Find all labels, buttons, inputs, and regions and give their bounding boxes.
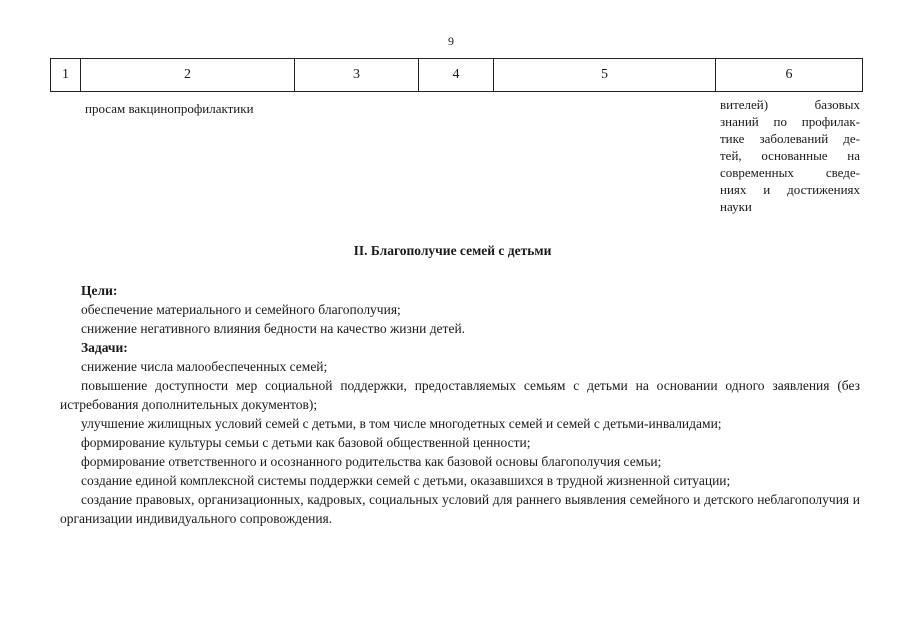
task-item: повышение доступности мер социальной поддержки, предоставляемых семьям с детьми на основании одного заявления (без истребования дополнительных документов); <box>60 378 860 412</box>
col6-line: вителей) базовых <box>720 97 860 112</box>
goals-heading: Цели: <box>81 283 118 298</box>
task-item: создание правовых, организационных, кадровых, социальных условий для раннего выявления семейного и детского неблагополучия и организации индивидуального сопровождения. <box>60 492 860 526</box>
table-header-row <box>51 59 863 92</box>
column-number-6: 6 <box>716 59 863 92</box>
column-number-2: 2 <box>81 59 295 92</box>
col6-line: науки <box>720 199 752 214</box>
page-number: 9 <box>448 34 454 48</box>
task-item: формирование культуры семьи с детьми как базовой общественной ценности; <box>81 435 531 450</box>
col6-line: тике заболеваний де- <box>720 131 860 146</box>
goal-item: обеспечение материального и семейного благополучия; <box>81 302 401 317</box>
col6-line: современных сведе- <box>720 165 860 180</box>
section-title: II. Благополучие семей с детьми <box>353 243 552 258</box>
col6-line: ниях и достижениях <box>720 182 860 197</box>
table-continuation-col2: просам вакцинопрофилактики <box>85 101 254 116</box>
tasks-heading: Задачи: <box>81 340 128 355</box>
task-item: создание единой комплексной системы поддержки семей с детьми, оказавшихся в трудной жизненной ситуации; <box>81 473 731 488</box>
task-item: формирование ответственного и осознанного родительства как базовой основы благополучия семьи; <box>81 454 662 469</box>
column-number-1: 1 <box>51 59 81 92</box>
table-continuation-col6 <box>720 96 860 215</box>
column-number-3: 3 <box>295 59 419 92</box>
table-column-numbers <box>50 58 863 92</box>
goal-item: снижение негативного влияния бедности на качество жизни детей. <box>81 321 466 336</box>
task-item: улучшение жилищных условий семей с детьми, в том числе многодетных семей и семей с детьми-инвалидами; <box>81 416 722 431</box>
col6-line: знаний по профилак- <box>720 114 860 129</box>
column-number-5: 5 <box>494 59 716 92</box>
column-number-4: 4 <box>419 59 494 92</box>
section-body <box>60 281 860 528</box>
col6-line: тей, основанные на <box>720 148 860 163</box>
task-item: снижение числа малообеспеченных семей; <box>81 359 328 374</box>
